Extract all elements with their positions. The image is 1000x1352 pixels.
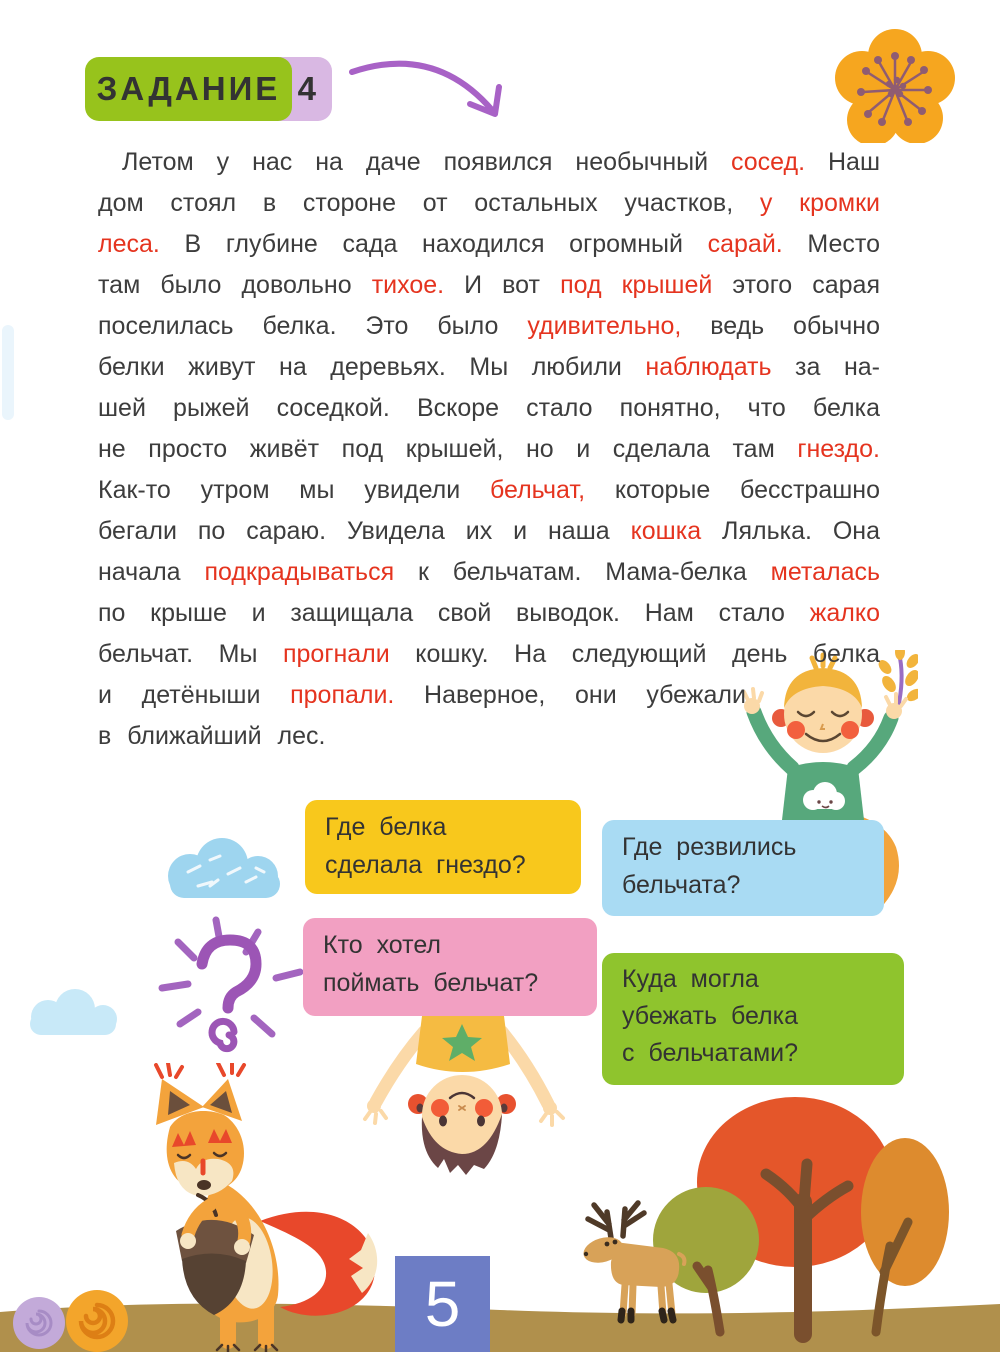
story-line bbox=[98, 388, 880, 429]
text-segment: кошку. На следующий день белка bbox=[389, 640, 880, 668]
text-segment: по крыше и защищала свой выводок. Нам стало bbox=[98, 599, 810, 627]
curved-arrow-icon bbox=[340, 52, 520, 147]
text-segment: Наш bbox=[805, 148, 880, 176]
highlighted-word: под крышей bbox=[560, 271, 713, 299]
snail-shells bbox=[5, 1283, 140, 1352]
cloud-icon bbox=[158, 830, 293, 905]
story-line bbox=[98, 224, 880, 265]
text-segment: там было довольно bbox=[98, 271, 372, 299]
task-number: 4 bbox=[297, 70, 319, 107]
text-segment: и детёныши bbox=[98, 681, 291, 709]
highlighted-word: жалко bbox=[809, 599, 880, 627]
question-line: убежать белка bbox=[622, 1002, 799, 1030]
text-segment: Наверное, они убежали bbox=[394, 681, 746, 709]
question-card-4 bbox=[602, 953, 904, 1085]
text-segment: этого сарая bbox=[712, 271, 880, 299]
story-line bbox=[98, 347, 880, 388]
small-cloud-icon bbox=[18, 983, 128, 1039]
text-segment: в ближайший лес. bbox=[98, 722, 326, 750]
question-line: поймать бельчат? bbox=[323, 969, 539, 997]
question-mark-icon bbox=[148, 902, 308, 1072]
question-card-3 bbox=[303, 918, 597, 1016]
text-segment: И вот bbox=[444, 271, 561, 299]
highlighted-word: сосед. bbox=[730, 148, 806, 176]
text-segment: не просто живёт под крышей, но и сделала там bbox=[98, 435, 798, 463]
story-line bbox=[98, 183, 880, 224]
highlighted-word: металась bbox=[770, 558, 880, 586]
text-segment: ведь обычно bbox=[681, 312, 880, 340]
story-line bbox=[98, 552, 880, 593]
task-label: ЗАДАНИЕ bbox=[96, 70, 281, 107]
highlighted-word: сарай. bbox=[707, 230, 783, 258]
story-line bbox=[98, 470, 880, 511]
highlighted-word: тихое. bbox=[371, 271, 445, 299]
highlighted-word: подкрадываться bbox=[204, 558, 395, 586]
question-line: Кто хотел bbox=[323, 931, 441, 959]
text-segment: к бельчатам. Мама-белка bbox=[394, 558, 771, 586]
text-segment: за на- bbox=[771, 353, 880, 381]
highlighted-word: у кромки bbox=[759, 189, 880, 217]
question-line: бельчата? bbox=[622, 871, 741, 899]
question-card-1 bbox=[305, 800, 581, 894]
text-segment: шей рыжей соседкой. Вскоре стало понятно, что белка bbox=[98, 394, 880, 422]
question-line: сделала гнездо? bbox=[325, 851, 526, 879]
highlighted-word: пропали. bbox=[290, 681, 395, 709]
task-badge bbox=[85, 57, 332, 121]
text-segment: В глубине сада находился огромный bbox=[159, 230, 708, 258]
highlighted-word: бельчат, bbox=[489, 476, 586, 504]
question-card-2 bbox=[602, 820, 884, 916]
question-line: Где резвились bbox=[622, 833, 797, 861]
text-segment: которые бесстрашно bbox=[585, 476, 880, 504]
highlighted-word: удивительно, bbox=[527, 312, 682, 340]
highlighted-word: наблюдать bbox=[645, 353, 772, 381]
story-text bbox=[98, 142, 880, 757]
story-line bbox=[98, 511, 880, 552]
highlighted-word: гнездо. bbox=[797, 435, 880, 463]
task-label-chip bbox=[85, 57, 292, 121]
story-line bbox=[98, 429, 880, 470]
story-line bbox=[98, 265, 880, 306]
story-line bbox=[98, 716, 880, 757]
text-segment: бельчат. Мы bbox=[98, 640, 283, 668]
page-number: 5 bbox=[424, 1268, 461, 1340]
page-edge-artifact bbox=[2, 325, 14, 420]
story-line bbox=[98, 675, 746, 716]
question-line: Куда могла bbox=[622, 965, 759, 993]
text-segment: Лялька. Она bbox=[701, 517, 880, 545]
text-segment: Как-то утром мы увидели bbox=[98, 476, 490, 504]
text-segment: белки живут на деревьях. Мы любили bbox=[98, 353, 646, 381]
text-segment: дом стоял в стороне от остальных участков, bbox=[98, 189, 760, 217]
story-line bbox=[98, 142, 880, 183]
page-number-badge bbox=[395, 1256, 490, 1352]
story-line bbox=[98, 634, 880, 675]
question-line: Где белка bbox=[325, 813, 447, 841]
flower-icon bbox=[825, 28, 965, 143]
highlighted-word: прогнали bbox=[282, 640, 390, 668]
text-segment: поселилась белка. Это было bbox=[98, 312, 528, 340]
text-segment: Место bbox=[782, 230, 880, 258]
text-segment: бегали по сараю. Увидела их и наша bbox=[98, 517, 631, 545]
question-line: с бельчатами? bbox=[622, 1039, 799, 1067]
highlighted-word: леса. bbox=[98, 230, 160, 258]
story-line bbox=[98, 306, 880, 347]
upside-down-child bbox=[358, 1002, 568, 1177]
story-line bbox=[98, 593, 880, 634]
text-segment: Летом у нас на даче появился необычный bbox=[122, 148, 731, 176]
squirrel-with-acorn bbox=[132, 1063, 382, 1352]
text-segment: начала bbox=[98, 558, 205, 586]
highlighted-word: кошка bbox=[630, 517, 702, 545]
